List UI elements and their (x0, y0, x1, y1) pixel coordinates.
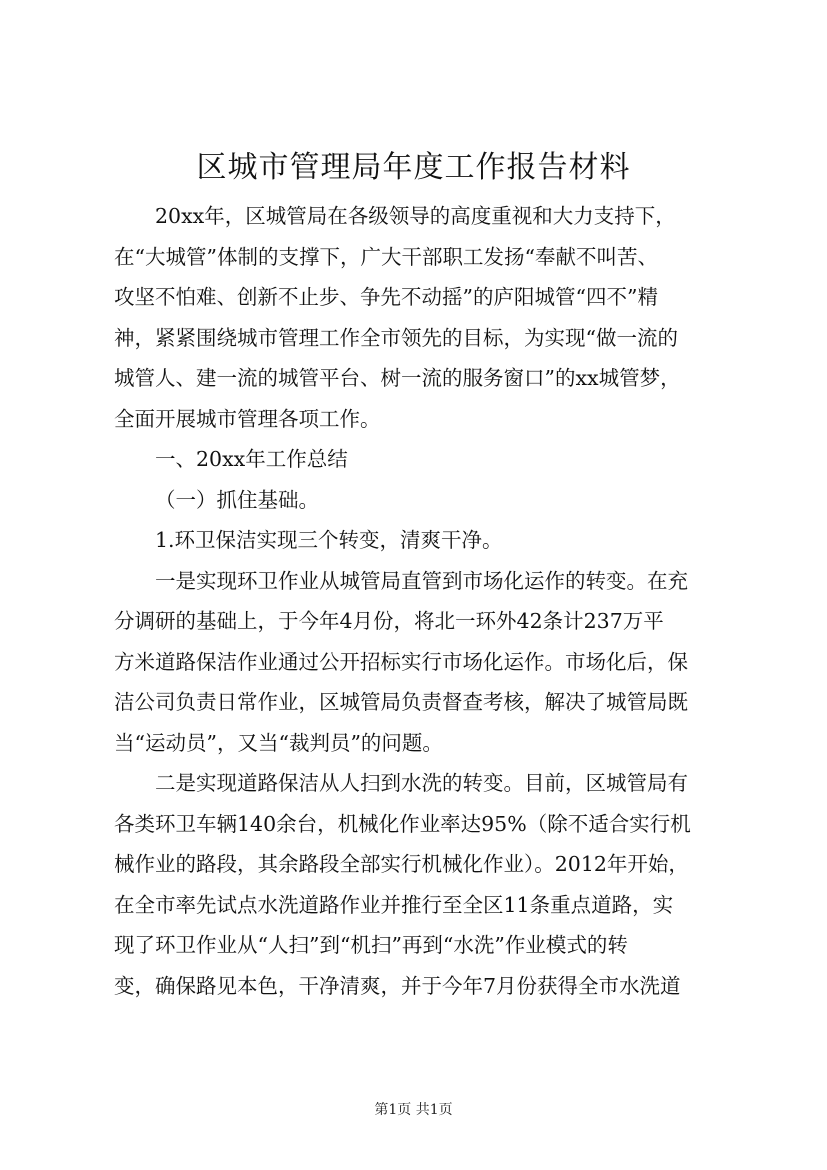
body-line: 现了环卫作业从“人扫”到“机扫”再到“水洗”作业模式的转 (114, 933, 628, 957)
body-line: 1.环卫保洁实现三个转变，清爽干净。 (155, 528, 503, 552)
body-line: 械作业的路段，其余路段全部实行机械化作业）。2012年开始， (114, 852, 689, 876)
document-body (114, 196, 732, 1006)
body-line: 攻坚不怕难、创新不止步、争先不动摇”的庐阳城管“四不”精 (114, 285, 658, 309)
body-line: 二是实现道路保洁从人扫到水洗的转变。目前，区城管局有 (155, 771, 688, 795)
body-line: 各类环卫车辆140余台，机械化作业率达95%（除不适合实行机 (114, 811, 691, 836)
body-line: 变，确保路见本色，干净清爽，并于今年7月份获得全市水洗道 (114, 973, 681, 998)
body-line: 神，紧紧围绕城市管理工作全市领先的目标，为实现“做一流的 (114, 325, 678, 350)
body-line: 全面开展城市管理各项工作。 (114, 406, 381, 431)
body-line: 一是实现环卫作业从城管局直管到市场化运作的转变。在充 (155, 568, 688, 593)
body-line: 在全市率先试点水洗道路作业并推行至全区11条重点道路，实 (114, 892, 674, 917)
body-line: 当“运动员”，又当“裁判员”的问题。 (114, 730, 443, 755)
document-title: 区城市管理局年度工作报告材料 (196, 150, 631, 185)
body-line: 分调研的基础上，于今年4月份，将北一环外42条计237万平 (114, 609, 664, 633)
body-line: 方米道路保洁作业通过公开招标实行市场化运作。市场化后，保 (114, 649, 688, 674)
body-line: 20xx年，区城管局在各级领导的高度重视和大力支持下， (155, 204, 676, 228)
body-line: 洁公司负责日常作业，区城管局负责督查考核，解决了城管局既 (114, 690, 688, 714)
body-line: 在“大城管”体制的支撑下，广大干部职工发扬“奉献不叫苦、 (114, 244, 658, 269)
body-line: 一、20xx年工作总结 (155, 447, 348, 471)
body-line: 城管人、建一流的城管平台、树一流的服务窗口”的xx城管梦， (114, 366, 681, 390)
page-footer: 第1页 共1页 (374, 1102, 453, 1118)
body-line: （一）抓住基础。 (155, 487, 319, 512)
